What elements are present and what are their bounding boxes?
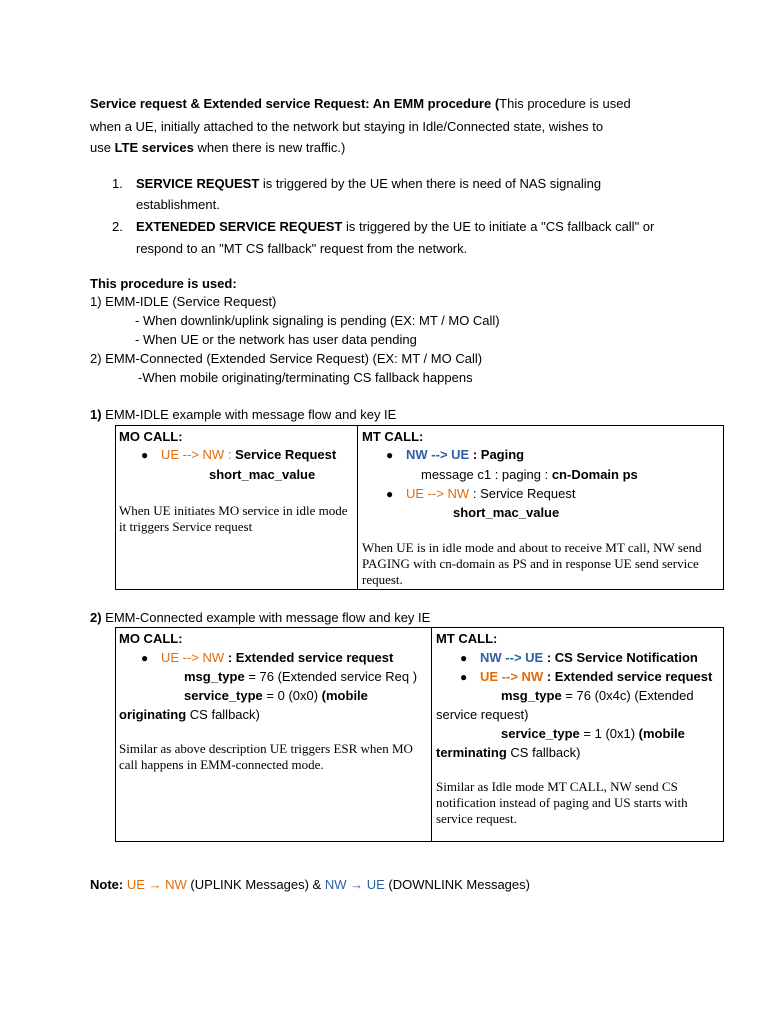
section2-mo-ie2-line2 bbox=[119, 705, 260, 724]
section2-mo-desc: Similar as above description UE triggers ESR when MO call happens in EMM-connected mode. bbox=[119, 741, 413, 772]
mt-flow1-ue: UE bbox=[525, 650, 544, 665]
usage-line1: 1) EMM-IDLE (Service Request) bbox=[90, 294, 277, 309]
intro-line3 bbox=[90, 137, 345, 159]
list-item1-rest: is triggered by the UE when there is need of NAS signaling bbox=[259, 176, 602, 191]
bullet-icon: ● bbox=[386, 448, 394, 462]
mt-flow2-msg: Service Request bbox=[480, 486, 576, 501]
section1-mo-title: MO CALL: bbox=[119, 429, 183, 444]
mo-flow-nw: NW bbox=[202, 650, 225, 665]
list-item2-bold: EXTENEDED SERVICE REQUEST bbox=[136, 219, 343, 234]
mo-flow-ue: UE bbox=[161, 650, 180, 665]
mo-ie2-bold2: (mobile bbox=[321, 688, 368, 703]
section1-heading bbox=[90, 405, 396, 424]
list-item2-rest: is triggered by the UE to initiate a "CS fallback call" or bbox=[342, 219, 655, 234]
section1-mt-flow1 bbox=[386, 445, 524, 465]
intro-lte: LTE services bbox=[114, 140, 194, 155]
mt-flow2-nw: NW bbox=[447, 486, 470, 501]
usage-heading: This procedure is used: bbox=[90, 276, 237, 291]
mt-ie1-rest: = 76 (0x4c) (Extended bbox=[561, 688, 694, 703]
section2-heading bbox=[90, 608, 430, 627]
mt-ie2-bold2: (mobile bbox=[638, 726, 685, 741]
mo-ie2-line2-rest: CS fallback) bbox=[186, 707, 260, 722]
mt-flow1-colon: : bbox=[469, 447, 481, 462]
section2-mt-ie2 bbox=[501, 724, 685, 743]
note-ue2: UE bbox=[366, 877, 385, 892]
mo-ie1-bold: msg_type bbox=[184, 669, 245, 684]
intro-title: Service request & Extended service Request bbox=[90, 96, 366, 111]
mt-flow1-ie-a: message c1 : paging : bbox=[421, 467, 552, 482]
section1-mt-desc: When UE is in idle mode and about to receive MT call, NW send PAGING with cn-domain as PS and in response UE send service request. bbox=[362, 540, 702, 587]
section2-mt-ie1-line2: service request) bbox=[436, 707, 529, 722]
section1-num: 1) bbox=[90, 407, 102, 422]
mt-flow1-msg: Paging bbox=[480, 447, 525, 462]
section2-table-divider bbox=[431, 627, 432, 842]
note-downlink: (DOWNLINK Messages) bbox=[384, 877, 530, 892]
usage-line2: - When downlink/uplink signaling is pending (EX: MT / MO Call) bbox=[135, 313, 500, 328]
section1-mo-ie: short_mac_value bbox=[209, 467, 316, 482]
list-item1 bbox=[136, 173, 601, 195]
section2-mo-title: MO CALL: bbox=[119, 631, 183, 646]
note-uplink: (UPLINK Messages) & bbox=[186, 877, 325, 892]
mt-flow2-colon: : bbox=[543, 669, 555, 684]
section2-mt-ie2-line2 bbox=[436, 743, 581, 762]
intro-line3-rest: when there is new traffic.) bbox=[193, 140, 346, 155]
mt-flow1-colon: : bbox=[543, 650, 555, 665]
usage-line5: -When mobile originating/terminating CS fallback happens bbox=[138, 370, 473, 385]
list-item1-num: 1. bbox=[112, 176, 123, 191]
list-item2-line2: respond to an "MT CS fallback" request from the network. bbox=[136, 241, 468, 256]
intro-this-procedure: This procedure bbox=[499, 96, 586, 111]
mo-flow-msg: Service Request bbox=[235, 447, 337, 462]
bullet-icon: ● bbox=[386, 487, 394, 501]
mt-ie1-bold: msg_type bbox=[501, 688, 562, 703]
section2-num: 2) bbox=[90, 610, 102, 625]
mt-ie2-line2-bold: terminating bbox=[436, 745, 507, 760]
note-arrow2: → bbox=[346, 877, 367, 892]
mt-flow1-msg: CS Service Notification bbox=[554, 650, 698, 665]
section2-mo-ie2 bbox=[184, 686, 368, 705]
section2-mo-flow bbox=[141, 648, 393, 668]
list-item2-num: 2. bbox=[112, 219, 123, 234]
usage-line4: 2) EMM-Connected (Extended Service Request) (EX: MT / MO Call) bbox=[90, 351, 483, 366]
note-line bbox=[90, 875, 530, 894]
mt-ie2-line2-rest: CS fallback) bbox=[506, 745, 581, 760]
mo-flow-nw: NW bbox=[202, 447, 225, 462]
section2-mt-flow2 bbox=[460, 667, 712, 687]
mt-flow2-colon: : bbox=[469, 486, 481, 501]
section2-mt-title: MT CALL: bbox=[436, 631, 498, 646]
note-ue1: UE bbox=[126, 877, 145, 892]
intro-use: use bbox=[90, 140, 115, 155]
section1-mt-flow2 bbox=[386, 484, 575, 504]
mt-flow1-nw: NW bbox=[406, 447, 428, 462]
intro-colon-desc: : An EMM procedure ( bbox=[365, 96, 500, 111]
mt-flow2-msg: Extended service request bbox=[554, 669, 713, 684]
mo-flow-msg: Extended service request bbox=[235, 650, 394, 665]
list-item1-line2: establishment. bbox=[136, 197, 220, 212]
note-label: Note: bbox=[90, 877, 127, 892]
mt-flow1-nw: NW bbox=[480, 650, 502, 665]
mo-ie2-bold: service_type bbox=[184, 688, 263, 703]
mo-ie1-rest: = 76 (Extended service Req ) bbox=[244, 669, 418, 684]
mt-flow2-nw: NW bbox=[521, 669, 544, 684]
note-arrow1: → bbox=[144, 877, 166, 892]
mt-flow1-arrow: --> bbox=[501, 650, 526, 665]
mt-ie2-rest: = 1 (0x1) bbox=[579, 726, 639, 741]
section1-mo-flow bbox=[141, 445, 336, 465]
section1-mt-title: MT CALL: bbox=[362, 429, 424, 444]
mt-flow2-arrow: --> bbox=[424, 486, 448, 501]
section1-title: EMM-IDLE example with message flow and key IE bbox=[101, 407, 397, 422]
section2-mt-ie1 bbox=[501, 686, 694, 705]
intro-paragraph bbox=[90, 93, 677, 115]
list-item1-bold: SERVICE REQUEST bbox=[136, 176, 260, 191]
section2-title: EMM-Connected example with message flow and key IE bbox=[101, 610, 431, 625]
section1-mo-desc: When UE initiates MO service in idle mode it triggers Service request bbox=[119, 503, 348, 534]
mt-flow1-ie-b: cn-Domain ps bbox=[551, 467, 638, 482]
mt-ie2-bold: service_type bbox=[501, 726, 580, 741]
section2-mt-desc: Similar as Idle mode MT CALL, NW send CS notification instead of paging and US starts with service request. bbox=[436, 779, 688, 826]
intro-line2: when a UE, initially attached to the network but staying in Idle/Connected state, wishes to bbox=[90, 119, 604, 134]
note-nw2: NW bbox=[324, 877, 347, 892]
mt-flow1-arrow: --> bbox=[427, 447, 452, 462]
mo-ie2-line2-bold: originating bbox=[119, 707, 187, 722]
mt-flow2-ue: UE bbox=[406, 486, 425, 501]
intro-is-used: is used bbox=[585, 96, 631, 111]
mo-flow-arrow: --> bbox=[179, 650, 203, 665]
bullet-icon: ● bbox=[460, 651, 468, 665]
mt-flow2-arrow: --> bbox=[498, 669, 522, 684]
mt-flow2-ue: UE bbox=[480, 669, 499, 684]
mo-flow-ue: UE bbox=[161, 447, 180, 462]
mo-flow-colon: : bbox=[224, 650, 236, 665]
list-item2 bbox=[136, 216, 654, 238]
bullet-icon: ● bbox=[141, 651, 149, 665]
section2-mt-flow1 bbox=[460, 648, 698, 668]
section1-mt-flow1-ie bbox=[421, 465, 638, 484]
mt-flow1-ue: UE bbox=[451, 447, 470, 462]
bullet-icon: ● bbox=[460, 670, 468, 684]
mo-flow-colon: : bbox=[224, 447, 236, 462]
section2-mo-ie1 bbox=[184, 667, 417, 686]
mo-ie2-rest: = 0 (0x0) bbox=[262, 688, 322, 703]
section1-table-divider bbox=[357, 425, 358, 590]
note-nw1: NW bbox=[165, 877, 187, 892]
usage-line3: - When UE or the network has user data pending bbox=[135, 332, 417, 347]
mo-flow-arrow: --> bbox=[179, 447, 203, 462]
section1-mt-ie: short_mac_value bbox=[453, 505, 560, 520]
bullet-icon: ● bbox=[141, 448, 149, 462]
